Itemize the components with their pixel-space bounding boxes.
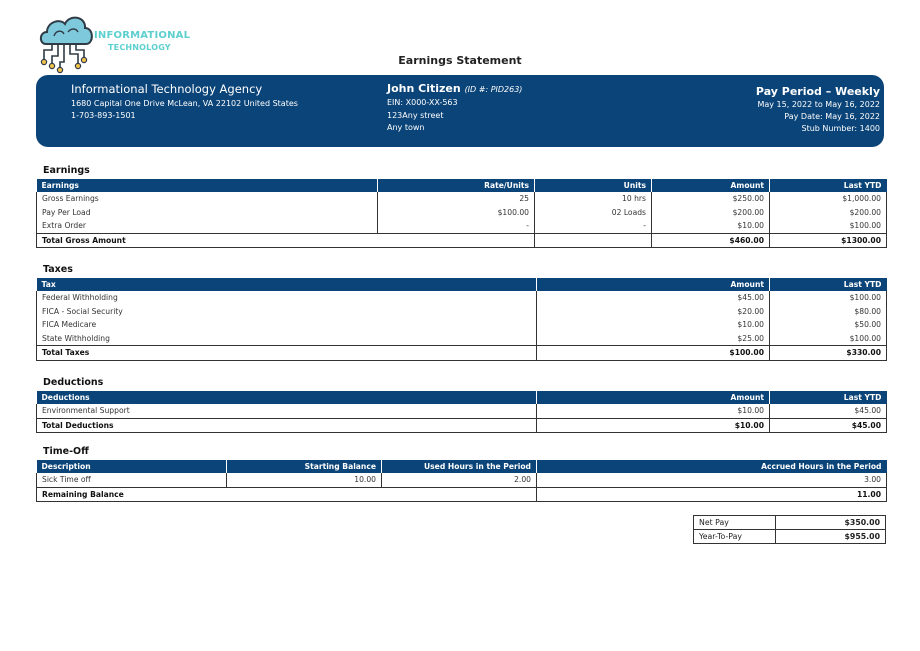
col-header: Amount — [652, 179, 770, 192]
col-header: Amount — [537, 278, 770, 291]
col-header: Used Hours in the Period — [382, 460, 537, 473]
cell: $200.00 — [770, 206, 887, 220]
cell: 25 — [378, 192, 535, 206]
pay-period-title: Pay Period – Weekly — [755, 85, 880, 98]
table-row — [37, 206, 887, 220]
cell — [535, 233, 652, 248]
cell: FICA Medicare — [37, 318, 537, 332]
logo-text-secondary: TECHNOLOGY — [108, 43, 171, 52]
pay-period-info — [756, 85, 880, 135]
net-pay-label: Net Pay — [694, 516, 776, 530]
total-row — [37, 233, 887, 248]
table-row — [37, 473, 887, 487]
summary-row-net-pay — [694, 516, 886, 530]
employee-town: Any town — [387, 123, 425, 132]
total-value: 11.00 — [537, 487, 887, 502]
cell: FICA - Social Security — [37, 305, 537, 319]
table-row — [37, 305, 887, 319]
net-pay-value: $350.00 — [776, 516, 886, 530]
pay-summary-table — [693, 515, 886, 544]
cell: $10.00 — [537, 318, 770, 332]
col-header: Units — [535, 179, 652, 192]
summary-row-year-to-pay — [694, 530, 886, 544]
taxes-table — [36, 278, 887, 361]
total-label: Remaining Balance — [37, 487, 537, 502]
col-header: Last YTD — [770, 278, 887, 291]
cell: State Withholding — [37, 332, 537, 346]
cell: Federal Withholding — [37, 291, 537, 305]
col-header: Description — [37, 460, 227, 473]
cell: $250.00 — [652, 192, 770, 206]
employee-name: John Citizen — [387, 82, 461, 95]
cell: $50.00 — [770, 318, 887, 332]
earnings-section-title: Earnings — [43, 165, 90, 176]
cell: $25.00 — [537, 332, 770, 346]
cell: $100.00 — [378, 206, 535, 220]
total-row — [37, 346, 887, 361]
table-header-row — [37, 278, 887, 291]
company-phone: 1-703-893-1501 — [71, 111, 136, 120]
total-row — [37, 487, 887, 502]
document-title: Earnings Statement — [398, 54, 522, 67]
col-header: Last YTD — [770, 179, 887, 192]
employee-street: 123Any street — [387, 110, 444, 120]
total-label: Total Deductions — [37, 418, 537, 433]
cell: Environmental Support — [37, 404, 537, 418]
table-row — [37, 291, 887, 305]
table-row — [37, 404, 887, 418]
cell: $100.00 — [770, 332, 887, 346]
total-label: Total Taxes — [37, 346, 537, 361]
employee-id: (ID #: PID263) — [464, 85, 523, 94]
employee-ein: EIN: X000-XX-563 — [387, 98, 458, 107]
logo-text-primary: INFORMATIONAL — [94, 30, 191, 41]
cell: $20.00 — [537, 305, 770, 319]
pay-period-range: May 15, 2022 to May 16, 2022 — [757, 100, 880, 109]
cell: $10.00 — [652, 219, 770, 233]
deductions-section-title: Deductions — [43, 377, 104, 388]
cell: $200.00 — [652, 206, 770, 220]
cell: 3.00 — [537, 473, 887, 487]
company-info — [71, 82, 298, 122]
col-header: Deductions — [37, 391, 537, 404]
cell: - — [535, 219, 652, 233]
total-label: Total Gross Amount — [37, 233, 535, 248]
earnings-table — [36, 179, 887, 248]
taxes-section-title: Taxes — [43, 264, 73, 275]
cell: Pay Per Load — [37, 206, 378, 220]
deductions-table — [36, 391, 887, 433]
company-address: 1680 Capital One Drive McLean, VA 22102 United States — [71, 99, 298, 108]
col-header: Amount — [537, 391, 770, 404]
cell: Extra Order — [37, 219, 378, 233]
col-header: Earnings — [37, 179, 378, 192]
pay-date: Pay Date: May 16, 2022 — [784, 112, 880, 121]
stub-number: Stub Number: 1400 — [801, 124, 880, 133]
total-ytd: $330.00 — [770, 346, 887, 361]
table-header-row — [37, 179, 887, 192]
cell: 10.00 — [227, 473, 382, 487]
cell: $100.00 — [770, 291, 887, 305]
table-row — [37, 318, 887, 332]
cell: Sick Time off — [37, 473, 227, 487]
cell: $1,000.00 — [770, 192, 887, 206]
table-header-row — [37, 391, 887, 404]
cell: $100.00 — [770, 219, 887, 233]
total-ytd: $1300.00 — [770, 233, 887, 248]
total-amount: $460.00 — [652, 233, 770, 248]
timeoff-table — [36, 460, 887, 502]
company-name: Informational Technology Agency — [71, 82, 263, 96]
cell: $10.00 — [537, 404, 770, 418]
table-row — [37, 332, 887, 346]
cell: Gross Earnings — [37, 192, 378, 206]
cell: 2.00 — [382, 473, 537, 487]
col-header: Tax — [37, 278, 537, 291]
col-header: Accrued Hours in the Period — [537, 460, 887, 473]
header-banner — [36, 75, 884, 147]
timeoff-section-title: Time-Off — [43, 446, 89, 457]
cell: $45.00 — [537, 291, 770, 305]
year-to-pay-value: $955.00 — [776, 530, 886, 544]
cell: $80.00 — [770, 305, 887, 319]
employee-info — [387, 82, 522, 135]
total-amount: $100.00 — [537, 346, 770, 361]
col-header: Starting Balance — [227, 460, 382, 473]
cell: - — [378, 219, 535, 233]
total-row — [37, 418, 887, 433]
table-header-row — [37, 460, 887, 473]
cell: 10 hrs — [535, 192, 652, 206]
total-ytd: $45.00 — [770, 418, 887, 433]
table-row — [37, 219, 887, 233]
year-to-pay-label: Year-To-Pay — [694, 530, 776, 544]
cell: $45.00 — [770, 404, 887, 418]
cell: 02 Loads — [535, 206, 652, 220]
total-amount: $10.00 — [537, 418, 770, 433]
table-row — [37, 192, 887, 206]
col-header: Rate/Units — [378, 179, 535, 192]
col-header: Last YTD — [770, 391, 887, 404]
